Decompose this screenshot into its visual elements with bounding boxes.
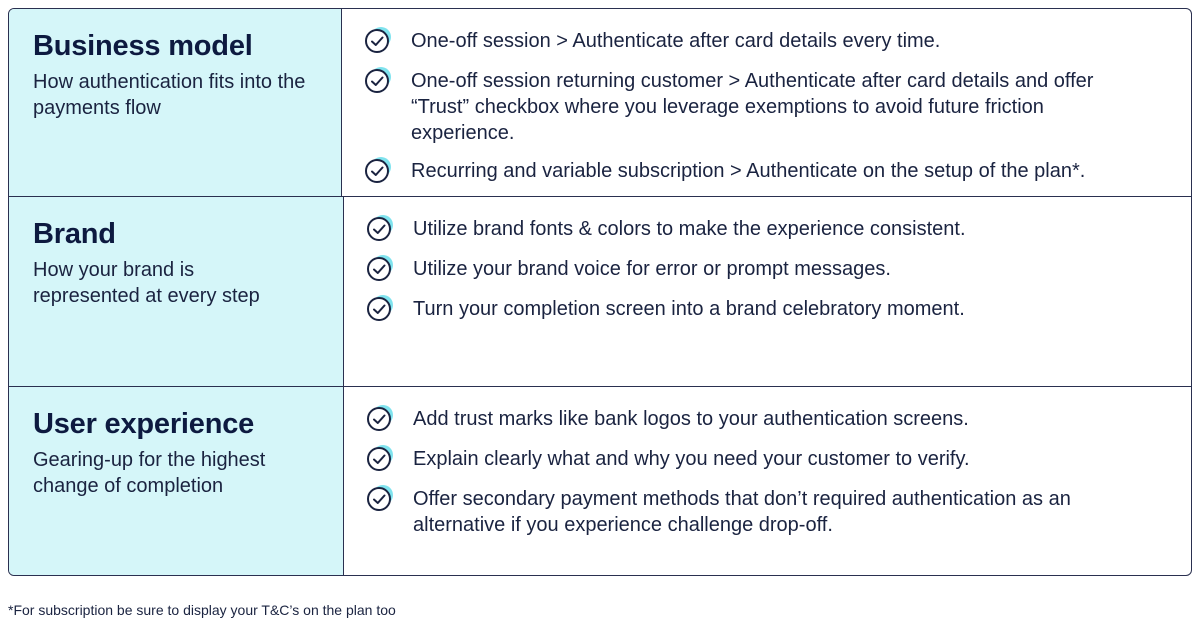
row-items-cell xyxy=(344,197,1191,386)
row-title: Business model xyxy=(33,30,253,62)
item-text: Add trust marks like bank logos to your authentication screens. xyxy=(413,408,969,430)
list-item xyxy=(366,486,1191,538)
list-item xyxy=(366,256,1191,284)
row-header-cell xyxy=(9,9,342,196)
check-circle-icon xyxy=(366,214,396,244)
item-text: Offer secondary payment methods that don’t required authentication as an alternative if you experience challenge drop-off. xyxy=(413,488,1071,536)
item-text: One-off session returning customer > Authenticate after card details and offer “Trust” checkbox where you leverage exemptions to avoid future friction experience. xyxy=(411,70,1094,144)
check-circle-icon xyxy=(366,444,396,474)
check-circle-icon xyxy=(366,404,396,434)
item-text: Recurring and variable subscription > Authenticate on the setup of the plan*. xyxy=(411,160,1086,182)
row-items-cell xyxy=(344,387,1191,575)
best-practices-table xyxy=(8,8,1192,576)
table-row-brand xyxy=(9,197,1191,387)
list-item xyxy=(364,68,1191,146)
row-subtitle: How authentication fits into the payments flow xyxy=(33,71,306,119)
row-items-cell xyxy=(342,9,1191,196)
list-item xyxy=(364,158,1191,186)
list-item xyxy=(364,28,1191,56)
row-header-cell xyxy=(9,197,344,386)
list-item xyxy=(366,446,1191,474)
check-circle-icon xyxy=(364,26,394,56)
check-circle-icon xyxy=(366,254,396,284)
check-circle-icon xyxy=(366,484,396,514)
footnote: *For subscription be sure to display your T&C’s on the plan too xyxy=(8,602,396,618)
table-row-business-model xyxy=(9,9,1191,197)
list-item xyxy=(366,406,1191,434)
row-subtitle: Gearing-up for the highest change of completion xyxy=(33,449,266,497)
row-header-cell xyxy=(9,387,344,575)
item-text: Turn your completion screen into a brand celebratory moment. xyxy=(413,298,965,320)
list-item xyxy=(366,216,1191,244)
row-title: User experience xyxy=(33,408,255,440)
table-row-user-experience xyxy=(9,387,1191,575)
check-circle-icon xyxy=(364,66,394,96)
list-item xyxy=(366,296,1191,324)
check-circle-icon xyxy=(364,156,394,186)
item-text: Utilize your brand voice for error or prompt messages. xyxy=(413,258,891,280)
item-text: Explain clearly what and why you need your customer to verify. xyxy=(413,448,970,470)
check-circle-icon xyxy=(366,294,396,324)
row-subtitle: How your brand is represented at every step xyxy=(33,259,260,307)
item-text: Utilize brand fonts & colors to make the experience consistent. xyxy=(413,218,966,240)
item-text: One-off session > Authenticate after card details every time. xyxy=(411,30,941,52)
row-title: Brand xyxy=(33,218,116,250)
